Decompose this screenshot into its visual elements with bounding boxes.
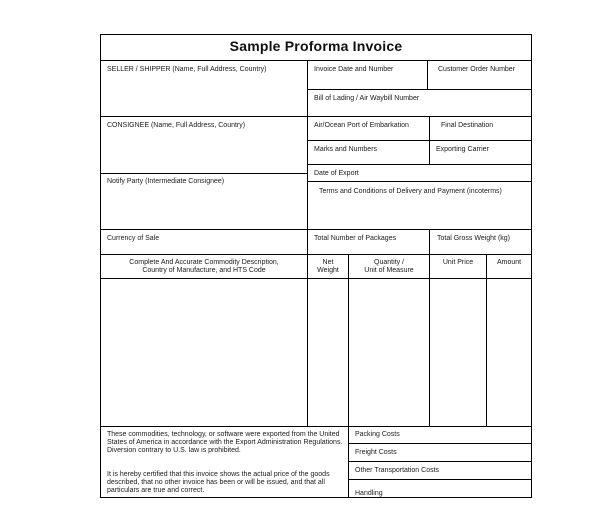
col-divider-quantity-price (429, 254, 430, 426)
divider-freight-other (348, 461, 532, 462)
quantity-header-line1: Quantity / (374, 259, 404, 266)
amount-header: Amount (496, 259, 522, 266)
border-top (100, 34, 532, 35)
divider-title (100, 60, 532, 61)
packing-costs-label: Packing Costs (355, 431, 400, 438)
seller-label: SELLER / SHIPPER (Name, Full Address, Country) (107, 66, 267, 73)
handling-label: Handling (355, 490, 383, 497)
divider-notify-currency (100, 229, 532, 230)
unit-price-header: Unit Price (442, 259, 474, 266)
quantity-header-line2: Unit of Measure (364, 267, 414, 274)
final-destination-label: Final Destination (441, 122, 494, 129)
invoice-date-label: Invoice Date and Number (314, 66, 394, 73)
divider-bol-port (307, 116, 532, 117)
divider-invoice-order (427, 60, 428, 90)
divider-statement-costs (348, 426, 349, 498)
divider-header-items (100, 278, 532, 279)
col-divider-price-amount (486, 254, 487, 426)
divider-invoice-bol (307, 89, 532, 90)
port-embarkation-label: Air/Ocean Port of Embarkation (314, 122, 409, 129)
divider-currency-header (100, 254, 532, 255)
col-divider-desc-net-bottom (307, 278, 308, 426)
exporting-carrier-label: Exporting Carrier (436, 146, 489, 153)
currency-label: Currency of Sale (107, 235, 160, 242)
notify-party-label: Notify Party (Intermediate Consignee) (107, 178, 225, 185)
net-weight-header-line1: Net (322, 259, 334, 266)
total-gross-weight-label: Total Gross Weight (kg) (437, 235, 511, 242)
divider-items-bottom (100, 426, 532, 427)
terms-label: Terms and Conditions of Delivery and Payment (incoterms) (319, 188, 502, 195)
customer-order-label: Customer Order Number (438, 66, 516, 73)
description-header-line2: Country of Manufacture, and HTS Code (142, 267, 266, 274)
divider-port-destination (429, 116, 430, 165)
col-divider-net-quantity (348, 254, 349, 426)
divider-packages-weight (429, 229, 430, 255)
freight-costs-label: Freight Costs (355, 449, 397, 456)
border-bottom (100, 497, 532, 498)
certification-statement: It is hereby certified that this invoice shows the actual price of the goods described, that no other invoice has been or will be issued, and that all particulars are true and correct. (107, 471, 330, 494)
page-title: Sample Proforma Invoice (229, 38, 403, 54)
divider-port-marks (307, 140, 532, 141)
divider-other-handling (348, 479, 532, 480)
divider-seller-consignee (100, 116, 308, 117)
divider-export-terms (307, 181, 532, 182)
net-weight-header-line2: Weight (317, 267, 339, 274)
bill-of-lading-label: Bill of Lading / Air Waybill Number (314, 95, 420, 102)
divider-consignee-notify (100, 173, 308, 174)
date-of-export-label: Date of Export (314, 170, 359, 177)
divider-marks-export (307, 164, 532, 165)
border-right (531, 34, 532, 498)
marks-numbers-label: Marks and Numbers (314, 146, 378, 153)
export-statement: These commodities, technology, or software were exported from the United States of America in accordance with the Export Administration Regulations. Diversion contrary to U.S. law is prohibited. (107, 431, 343, 454)
divider-packing-freight (348, 443, 532, 444)
divider-left-right (307, 60, 308, 278)
other-transport-costs-label: Other Transportation Costs (355, 467, 440, 474)
description-header-line1: Complete And Accurate Commodity Description, (129, 259, 279, 266)
consignee-label: CONSIGNEE (Name, Full Address, Country) (107, 122, 246, 129)
total-packages-label: Total Number of Packages (314, 235, 397, 242)
